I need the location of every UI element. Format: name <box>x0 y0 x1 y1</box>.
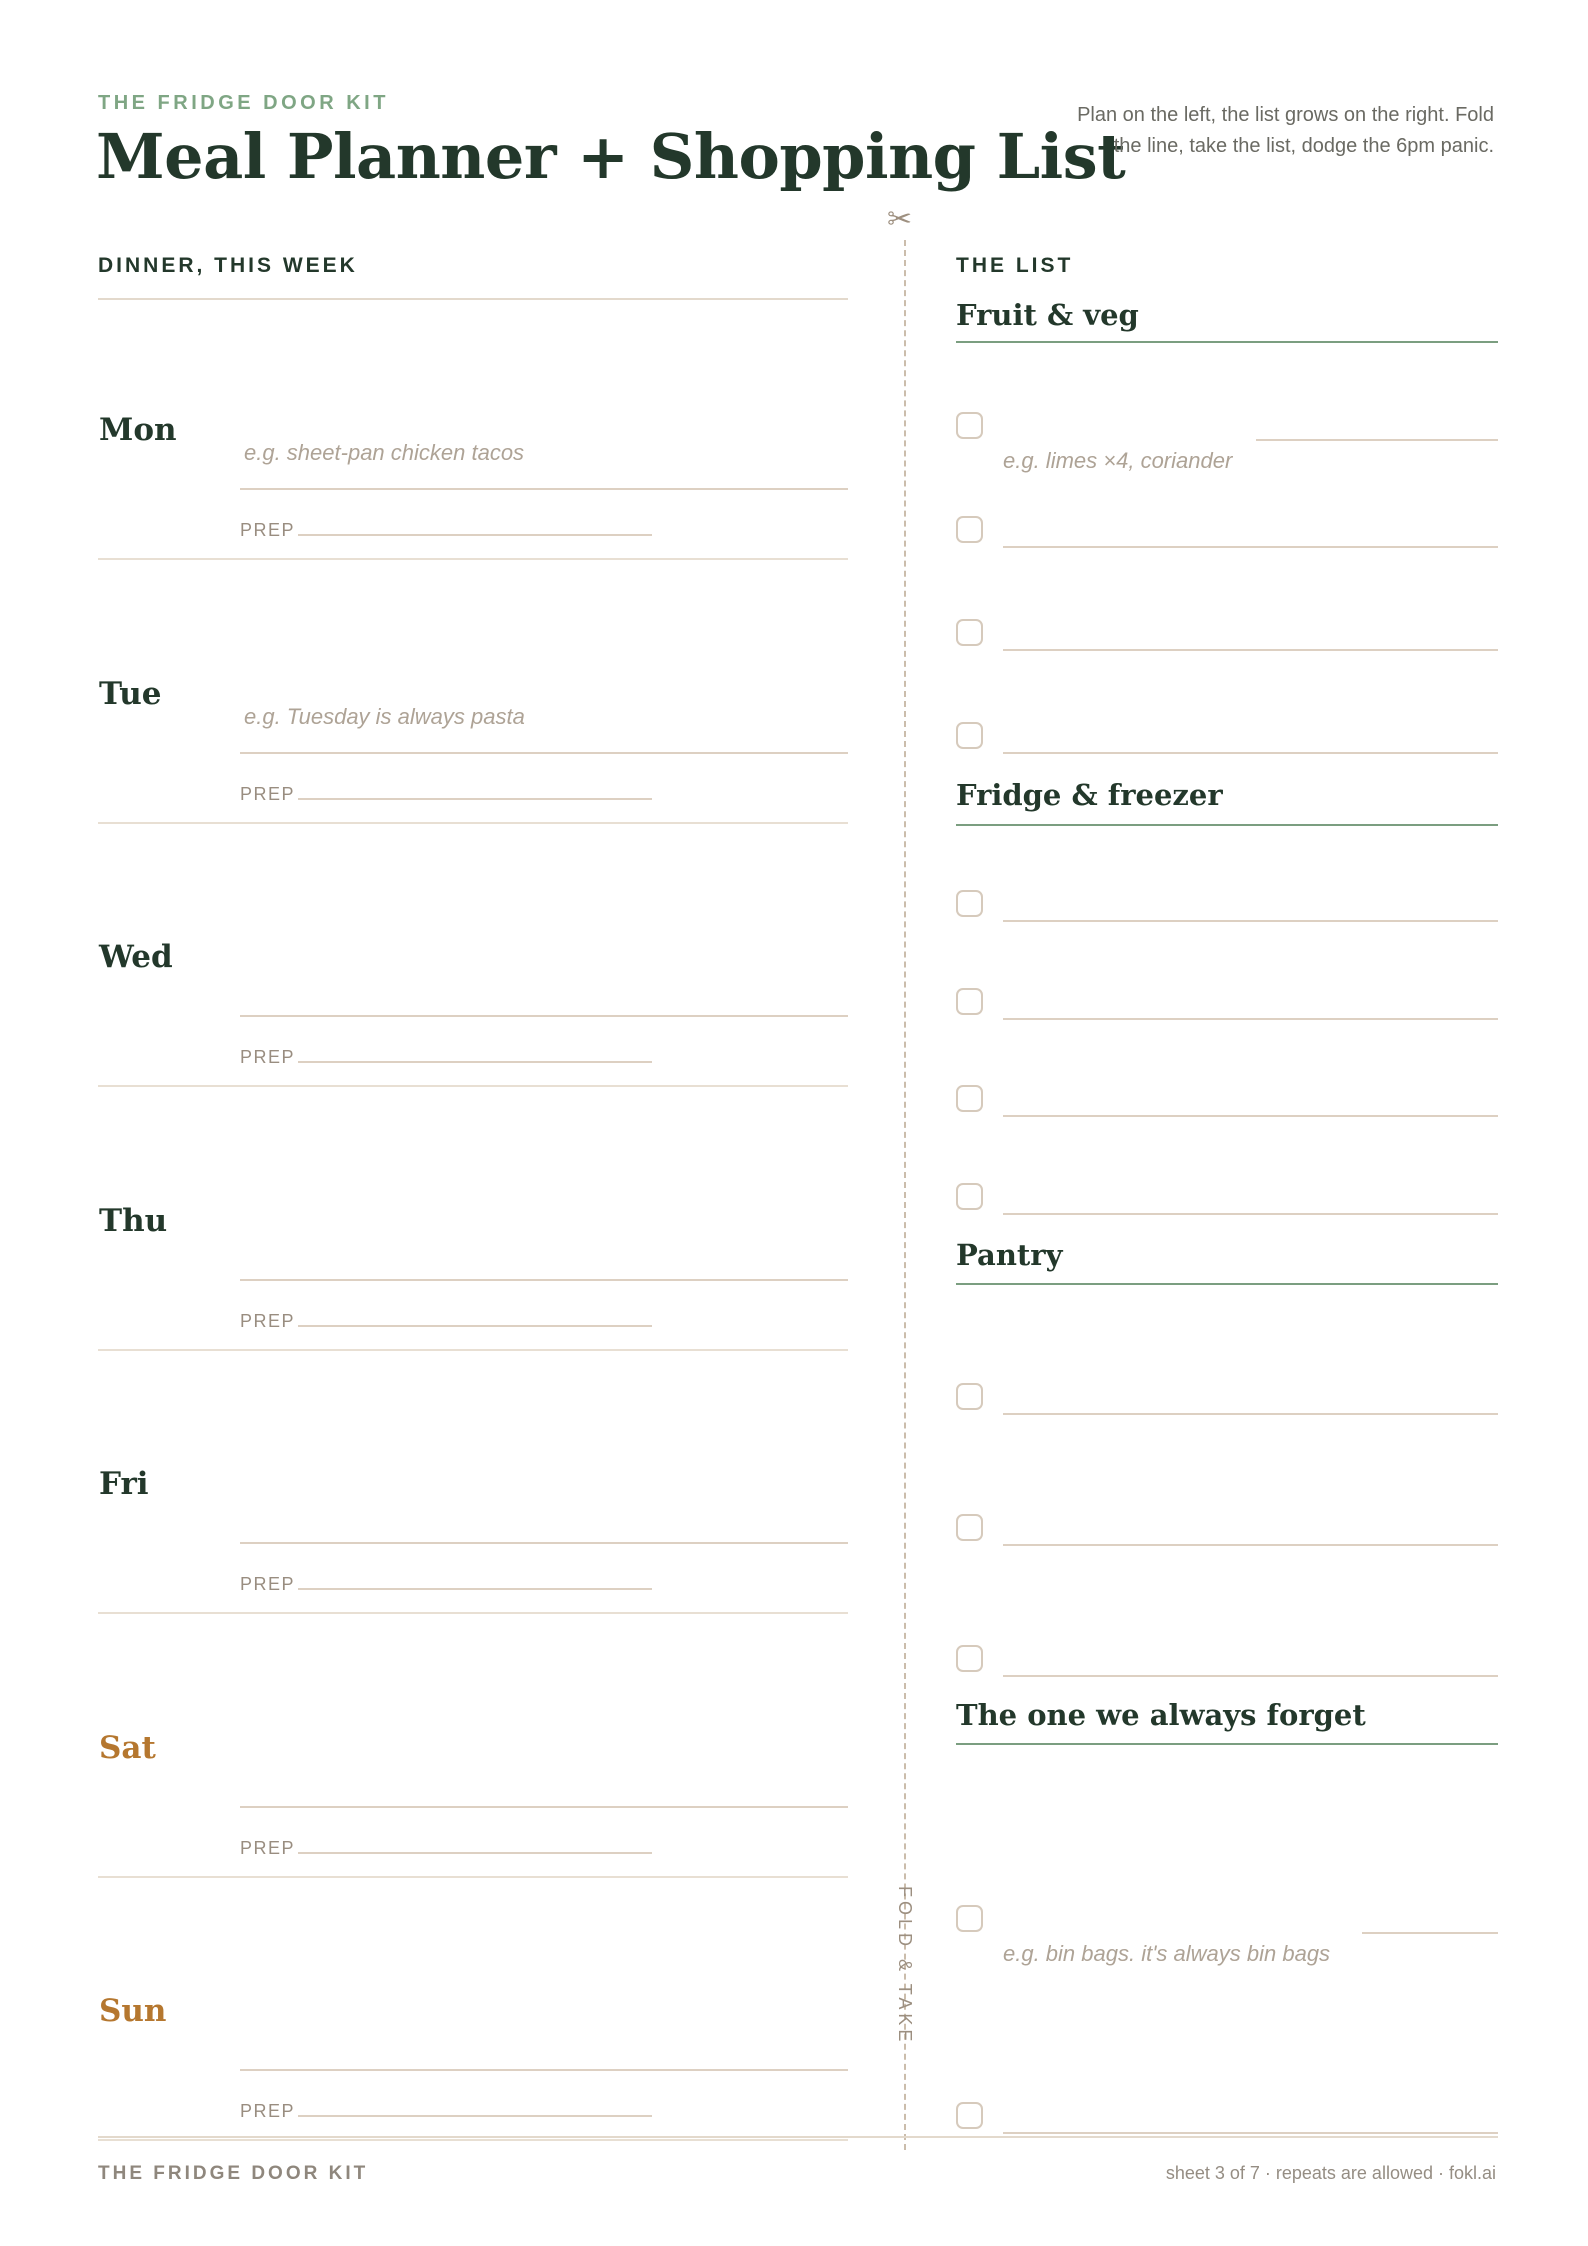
item-input-line[interactable] <box>1003 1544 1498 1546</box>
footer-brand: THE FRIDGE DOOR KIT <box>98 2163 369 2184</box>
item-checkbox[interactable] <box>956 1383 983 1410</box>
item-input-line[interactable] <box>1003 1413 1498 1415</box>
item-input-line[interactable] <box>1003 546 1498 548</box>
item-checkbox[interactable] <box>956 619 983 646</box>
planner-label: DINNER, THIS WEEK <box>98 254 358 277</box>
day-divider <box>98 1349 848 1351</box>
day-divider <box>98 1085 848 1087</box>
day-divider <box>98 2139 848 2141</box>
kit-kicker: THE FRIDGE DOOR KIT <box>98 92 389 114</box>
day-name: Tue <box>99 675 162 712</box>
list-category-title: Fridge & freezer <box>956 778 1223 812</box>
item-input-line[interactable] <box>1003 1213 1498 1215</box>
prep-input-line[interactable] <box>298 2115 652 2117</box>
prep-input-line[interactable] <box>298 1852 652 1854</box>
day-name: Sun <box>99 1993 167 2029</box>
dinner-input-line[interactable] <box>240 2069 848 2071</box>
item-checkbox[interactable] <box>956 516 983 543</box>
planner-header-rule <box>98 298 848 300</box>
prep-label: PREP <box>240 520 296 540</box>
list-category-rule <box>956 341 1498 343</box>
footer-meta: sheet 3 of 7 · repeats are allowed · fokl.ai <box>1165 2163 1496 2183</box>
item-checkbox[interactable] <box>956 1905 983 1932</box>
item-input-line[interactable] <box>1003 1115 1498 1117</box>
item-input-line[interactable] <box>1362 1932 1498 1934</box>
day-name: Fri <box>99 1466 149 1502</box>
day-name: Mon <box>99 412 177 448</box>
scissors-icon: ✂ <box>887 203 913 236</box>
prep-input-line[interactable] <box>298 798 652 800</box>
item-checkbox[interactable] <box>956 1183 983 1210</box>
dinner-input-line[interactable] <box>240 1015 848 1017</box>
dinner-input-line[interactable] <box>240 488 848 490</box>
dinner-input-line[interactable] <box>240 752 848 754</box>
prep-label: PREP <box>240 2101 296 2121</box>
prep-input-line[interactable] <box>298 1061 652 1063</box>
item-checkbox[interactable] <box>956 2102 983 2129</box>
day-name: Thu <box>99 1202 168 1239</box>
day-name: Sat <box>99 1729 156 1766</box>
dinner-input-line[interactable] <box>240 1279 848 1281</box>
item-input-line[interactable] <box>1003 1018 1498 1020</box>
prep-label: PREP <box>240 1574 296 1594</box>
list-label: THE LIST <box>956 254 1074 277</box>
prep-label: PREP <box>240 1837 296 1858</box>
prep-input-line[interactable] <box>298 1588 652 1590</box>
item-checkbox[interactable] <box>956 1514 983 1541</box>
item-input-line[interactable] <box>1003 649 1498 651</box>
item-checkbox[interactable] <box>956 1645 983 1672</box>
list-category-rule <box>956 1283 1498 1285</box>
day-divider <box>98 1876 848 1878</box>
item-checkbox[interactable] <box>956 988 983 1015</box>
fold-label: FOLD & TAKE <box>895 1886 915 2046</box>
item-input-line[interactable] <box>1003 752 1498 754</box>
intro-blurb: Plan on the left, the list grows on the right. Fold the line, take the list, dodge the 6pm panic. <box>1077 104 1494 157</box>
item-checkbox[interactable] <box>956 722 983 749</box>
dinner-input-line[interactable] <box>240 1542 848 1544</box>
item-checkbox[interactable] <box>956 412 983 439</box>
day-name: Wed <box>99 939 173 975</box>
day-divider <box>98 822 848 824</box>
prep-label: PREP <box>240 1047 296 1067</box>
list-category-title: The one we always forget <box>956 1698 1366 1732</box>
item-hint: e.g. limes ×4, coriander <box>1003 448 1233 473</box>
list-category-title: Pantry <box>956 1238 1063 1272</box>
list-category-rule <box>956 1743 1498 1745</box>
item-input-line[interactable] <box>1003 1675 1498 1677</box>
item-input-line[interactable] <box>1256 439 1498 441</box>
day-divider <box>98 558 848 560</box>
page-title: Meal Planner + Shopping List <box>96 120 1126 193</box>
prep-input-line[interactable] <box>298 1325 652 1327</box>
footer-rule <box>98 2136 1498 2138</box>
fold-line <box>904 240 906 2150</box>
prep-label: PREP <box>240 1310 296 1331</box>
item-input-line[interactable] <box>1003 2132 1498 2134</box>
dinner-hint: e.g. sheet-pan chicken tacos <box>244 440 525 465</box>
item-hint: e.g. bin bags. it's always bin bags <box>1003 1941 1331 1966</box>
prep-input-line[interactable] <box>298 534 652 536</box>
list-category-title: Fruit & veg <box>956 298 1139 332</box>
dinner-hint: e.g. Tuesday is always pasta <box>244 703 525 729</box>
item-input-line[interactable] <box>1003 920 1498 922</box>
item-checkbox[interactable] <box>956 890 983 917</box>
dinner-input-line[interactable] <box>240 1806 848 1808</box>
prep-label: PREP <box>240 783 296 804</box>
item-checkbox[interactable] <box>956 1085 983 1112</box>
day-divider <box>98 1612 848 1614</box>
list-category-rule <box>956 824 1498 826</box>
